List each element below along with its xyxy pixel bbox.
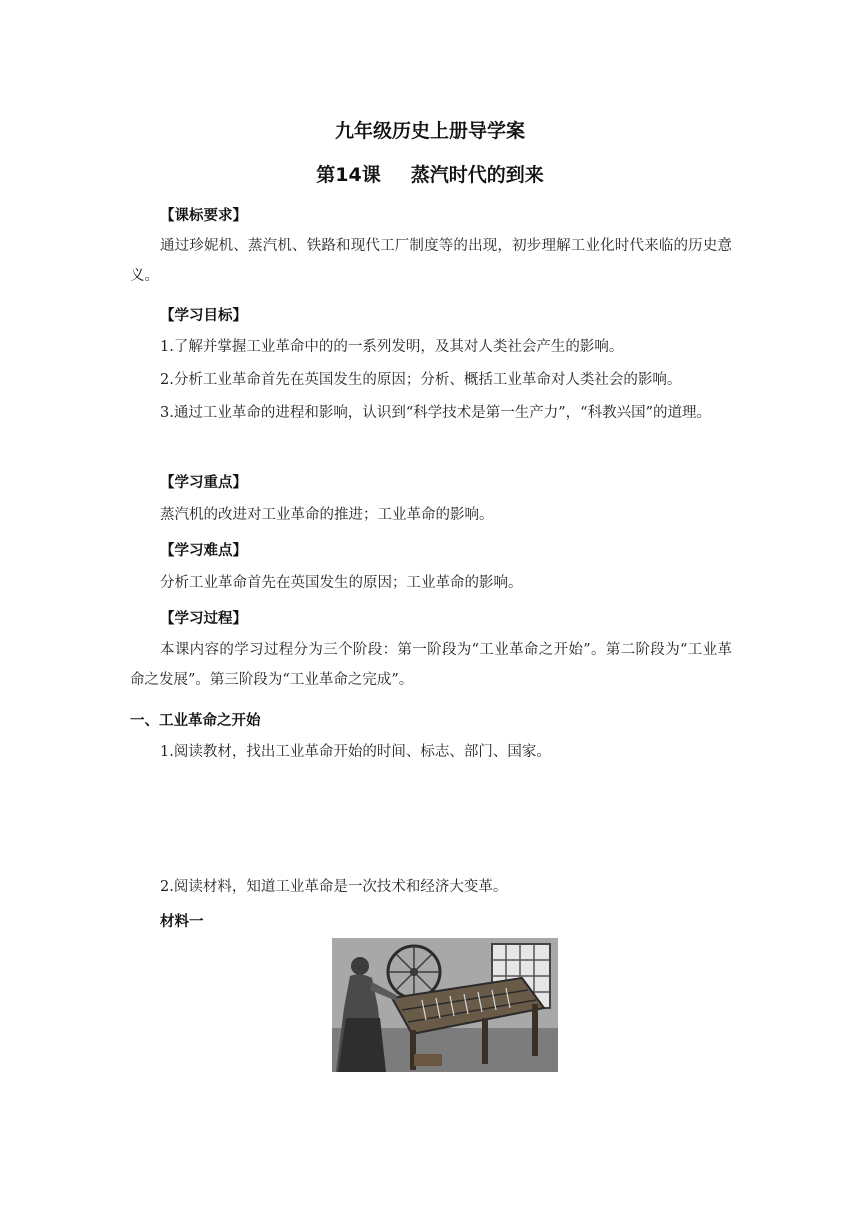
objective-item-1: 1.了解并掌握工业革命中的的一系列发明，及其对人类社会产生的影响。 (160, 339, 624, 355)
document-title: 九年级历史上册导学案 (334, 120, 525, 142)
curriculum-text: 通过珍妮机、蒸汽机、铁路和现代工厂制度等的出现，初步理解工业化时代来临的历史意义。 (130, 238, 732, 284)
objectives-heading: 【学习目标】 (160, 308, 247, 324)
lesson-name: 蒸汽时代的到来 (410, 164, 544, 186)
key-points-heading: 【学习重点】 (160, 475, 247, 491)
difficulties-text: 分析工业革命首先在英国发生的原因；工业革命的影响。 (160, 575, 523, 591)
spinning-jenny-image (332, 938, 558, 1072)
question-2: 2.阅读材料，知道工业革命是一次技术和经济大变革。 (160, 879, 508, 895)
process-text: 本课内容的学习过程分为三个阶段：第一阶段为“工业革命之开始”。第二阶段为“工业革命之发展”。第三阶段为“工业革命之完成”。 (130, 642, 732, 688)
section-1-heading: 一、工业革命之开始 (130, 713, 261, 729)
material-1-label: 材料一 (160, 914, 204, 930)
lesson-number: 第14课 (316, 164, 381, 186)
process-heading: 【学习过程】 (160, 611, 247, 627)
difficulties-heading: 【学习难点】 (160, 543, 247, 559)
question-1: 1.阅读教材，找出工业革命开始的时间、标志、部门、国家。 (160, 744, 551, 760)
objective-item-2: 2.分析工业革命首先在英国发生的原因；分析、概括工业革命对人类社会的影响。 (160, 372, 682, 388)
key-points-text: 蒸汽机的改进对工业革命的推进；工业革命的影响。 (160, 507, 494, 523)
lesson-title (0, 160, 860, 187)
curriculum-heading: 【课标要求】 (160, 208, 247, 224)
objective-item-3: 3.通过工业革命的进程和影响，认识到“科学技术是第一生产力”，“科教兴国”的道理。 (160, 405, 711, 421)
